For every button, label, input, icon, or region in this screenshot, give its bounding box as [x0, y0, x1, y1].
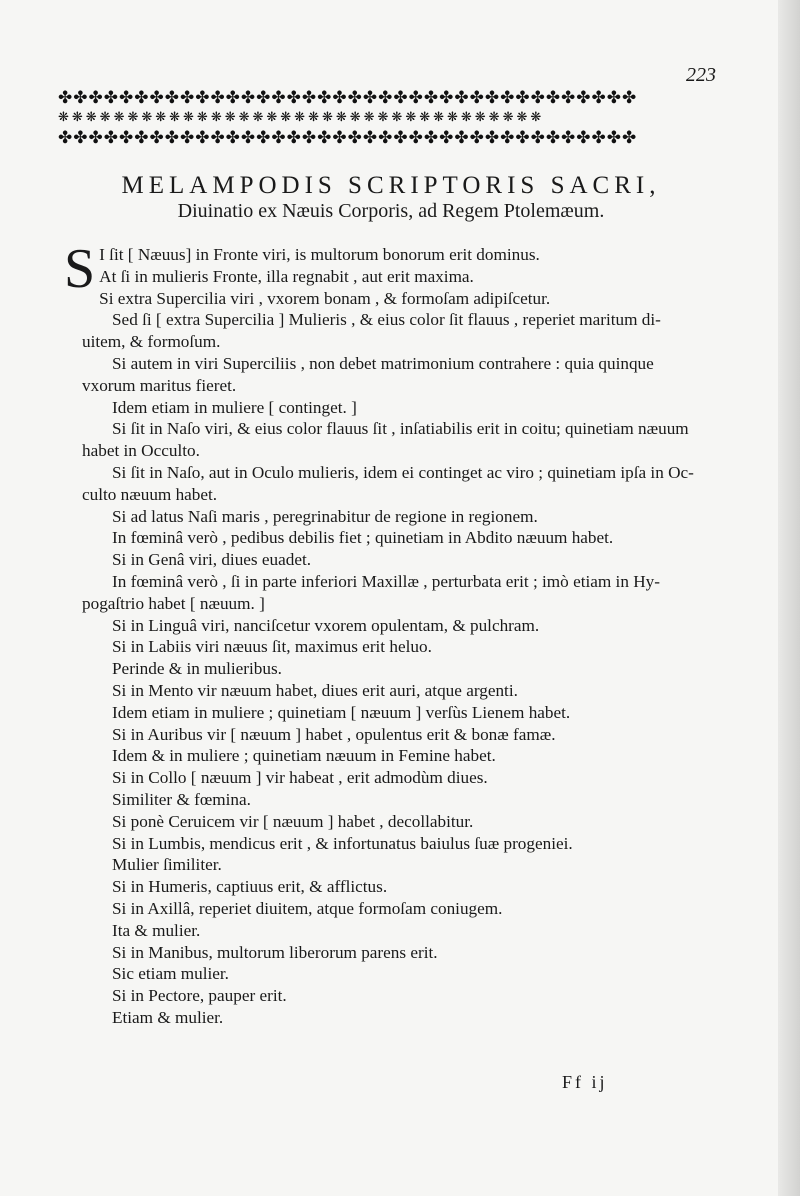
page-number: 223 — [686, 64, 716, 86]
page-edge-shadow — [778, 0, 800, 1196]
text-line: Sed ſi [ extra Supercilia ] Mulieris , & eius color ſit flauus , reperiet maritum di- — [112, 310, 661, 330]
section-subtitle: Diuinatio ex Næuis Corporis, ad Regem Ptolemæum. — [177, 200, 605, 222]
text-line: Idem etiam in muliere [ continget. ] — [112, 397, 357, 417]
text-line: In fœminâ verò , ſi in parte inferiori Maxillæ , perturbata erit ; imò etiam in Hy- — [112, 571, 660, 591]
ornament-row-middle: ❋❋❋❋❋❋❋❋❋❋❋❋❋❋❋❋❋❋❋❋❋❋❋❋❋❋❋❋❋❋❋❋❋❋❋ — [58, 110, 545, 125]
text-line: culto næuum habet. — [82, 484, 218, 504]
section-title: MELAMPODIS SCRIPTORIS SACRI, — [121, 172, 661, 199]
ornament-row-bottom: ✤✤✤✤✤✤✤✤✤✤✤✤✤✤✤✤✤✤✤✤✤✤✤✤✤✤✤✤✤✤✤✤✤✤✤✤✤✤ — [58, 128, 638, 148]
text-line: Si in Mento vir næuum habet, diues erit auri, atque argenti. — [112, 680, 518, 700]
signature-mark: Ff ij — [562, 1072, 608, 1092]
text-line: Mulier ſimiliter. — [112, 855, 222, 875]
text-line: Sic etiam mulier. — [112, 964, 229, 984]
text-line: Similiter & fœmina. — [112, 789, 251, 809]
ornament-row-top: ✤✤✤✤✤✤✤✤✤✤✤✤✤✤✤✤✤✤✤✤✤✤✤✤✤✤✤✤✤✤✤✤✤✤✤✤✤✤ — [58, 88, 638, 108]
text-line: S I ſit [ Næuus] in Fronte viri, is multorum bonorum erit dominus. — [64, 238, 540, 300]
text-line: habet in Occulto. — [82, 441, 200, 461]
text-line: uitem, & formoſum. — [82, 332, 221, 352]
text-line: Idem etiam in muliere ; quinetiam [ næuum ] verſùs Lienem habet. — [112, 702, 571, 722]
drop-cap: S — [64, 238, 96, 300]
main-text — [64, 238, 712, 1029]
text-line: Si extra Supercilia viri , vxorem bonam , & formoſam adipiſcetur. — [99, 288, 551, 308]
text-line: Si in Manibus, multorum liberorum parens erit. — [112, 942, 438, 962]
text-line: vxorum maritus fieret. — [82, 375, 237, 395]
text-line: Si ſit in Naſo viri, & eius color flauus ſit , inſatiabilis erit in coitu; quinetiam næuum — [112, 419, 689, 439]
text-line: At ſi in mulieris Fronte, illa regnabit , aut erit maxima. — [99, 266, 474, 286]
text-line: Ita & mulier. — [112, 920, 201, 940]
text-line: Si ad latus Naſi maris , peregrinabitur de regione in regionem. — [112, 506, 538, 526]
text-line: Si autem in viri Superciliis , non debet matrimonium contrahere : quia quinque — [112, 353, 654, 373]
text-line: pogaſtrio habet [ næuum. ] — [82, 593, 265, 613]
text-line: Si ſit in Naſo, aut in Oculo mulieris, idem ei continget ac viro ; quinetiam ipſa in Oc- — [112, 462, 694, 482]
text-line: Si in Axillâ, reperiet diuitem, atque formoſam coniugem. — [112, 898, 503, 918]
text-line: Idem & in muliere ; quinetiam næuum in Femine habet. — [112, 746, 496, 766]
text-line: Si in Collo [ næuum ] vir habeat , erit admodùm diues. — [112, 768, 488, 788]
text-line: Si in Lumbis, mendicus erit , & infortunatus baiulus ſuæ progeniei. — [112, 833, 573, 853]
text-line: Si ponè Ceruicem vir [ næuum ] habet , decollabitur. — [112, 811, 474, 831]
text-line: Si in Linguâ viri, nanciſcetur vxorem opulentam, & pulchram. — [112, 615, 540, 635]
text-line: Si in Auribus vir [ næuum ] habet , opulentus erit & bonæ famæ. — [112, 724, 556, 744]
text-line: Etiam & mulier. — [112, 1007, 224, 1027]
header-ornament-band — [58, 88, 720, 148]
text-line: Si in Labiis viri næuus ſit, maximus erit heluo. — [112, 637, 432, 657]
text-line: In fœminâ verò , pedibus debilis fiet ; quinetiam in Abdito næuum habet. — [112, 528, 614, 548]
text-line: Si in Humeris, captiuus erit, & afflictus. — [112, 877, 388, 897]
text-line: Si in Genâ viri, diues euadet. — [112, 550, 312, 570]
text-line: Si in Pectore, pauper erit. — [112, 986, 287, 1006]
text-line: Perinde & in mulieribus. — [112, 659, 282, 679]
